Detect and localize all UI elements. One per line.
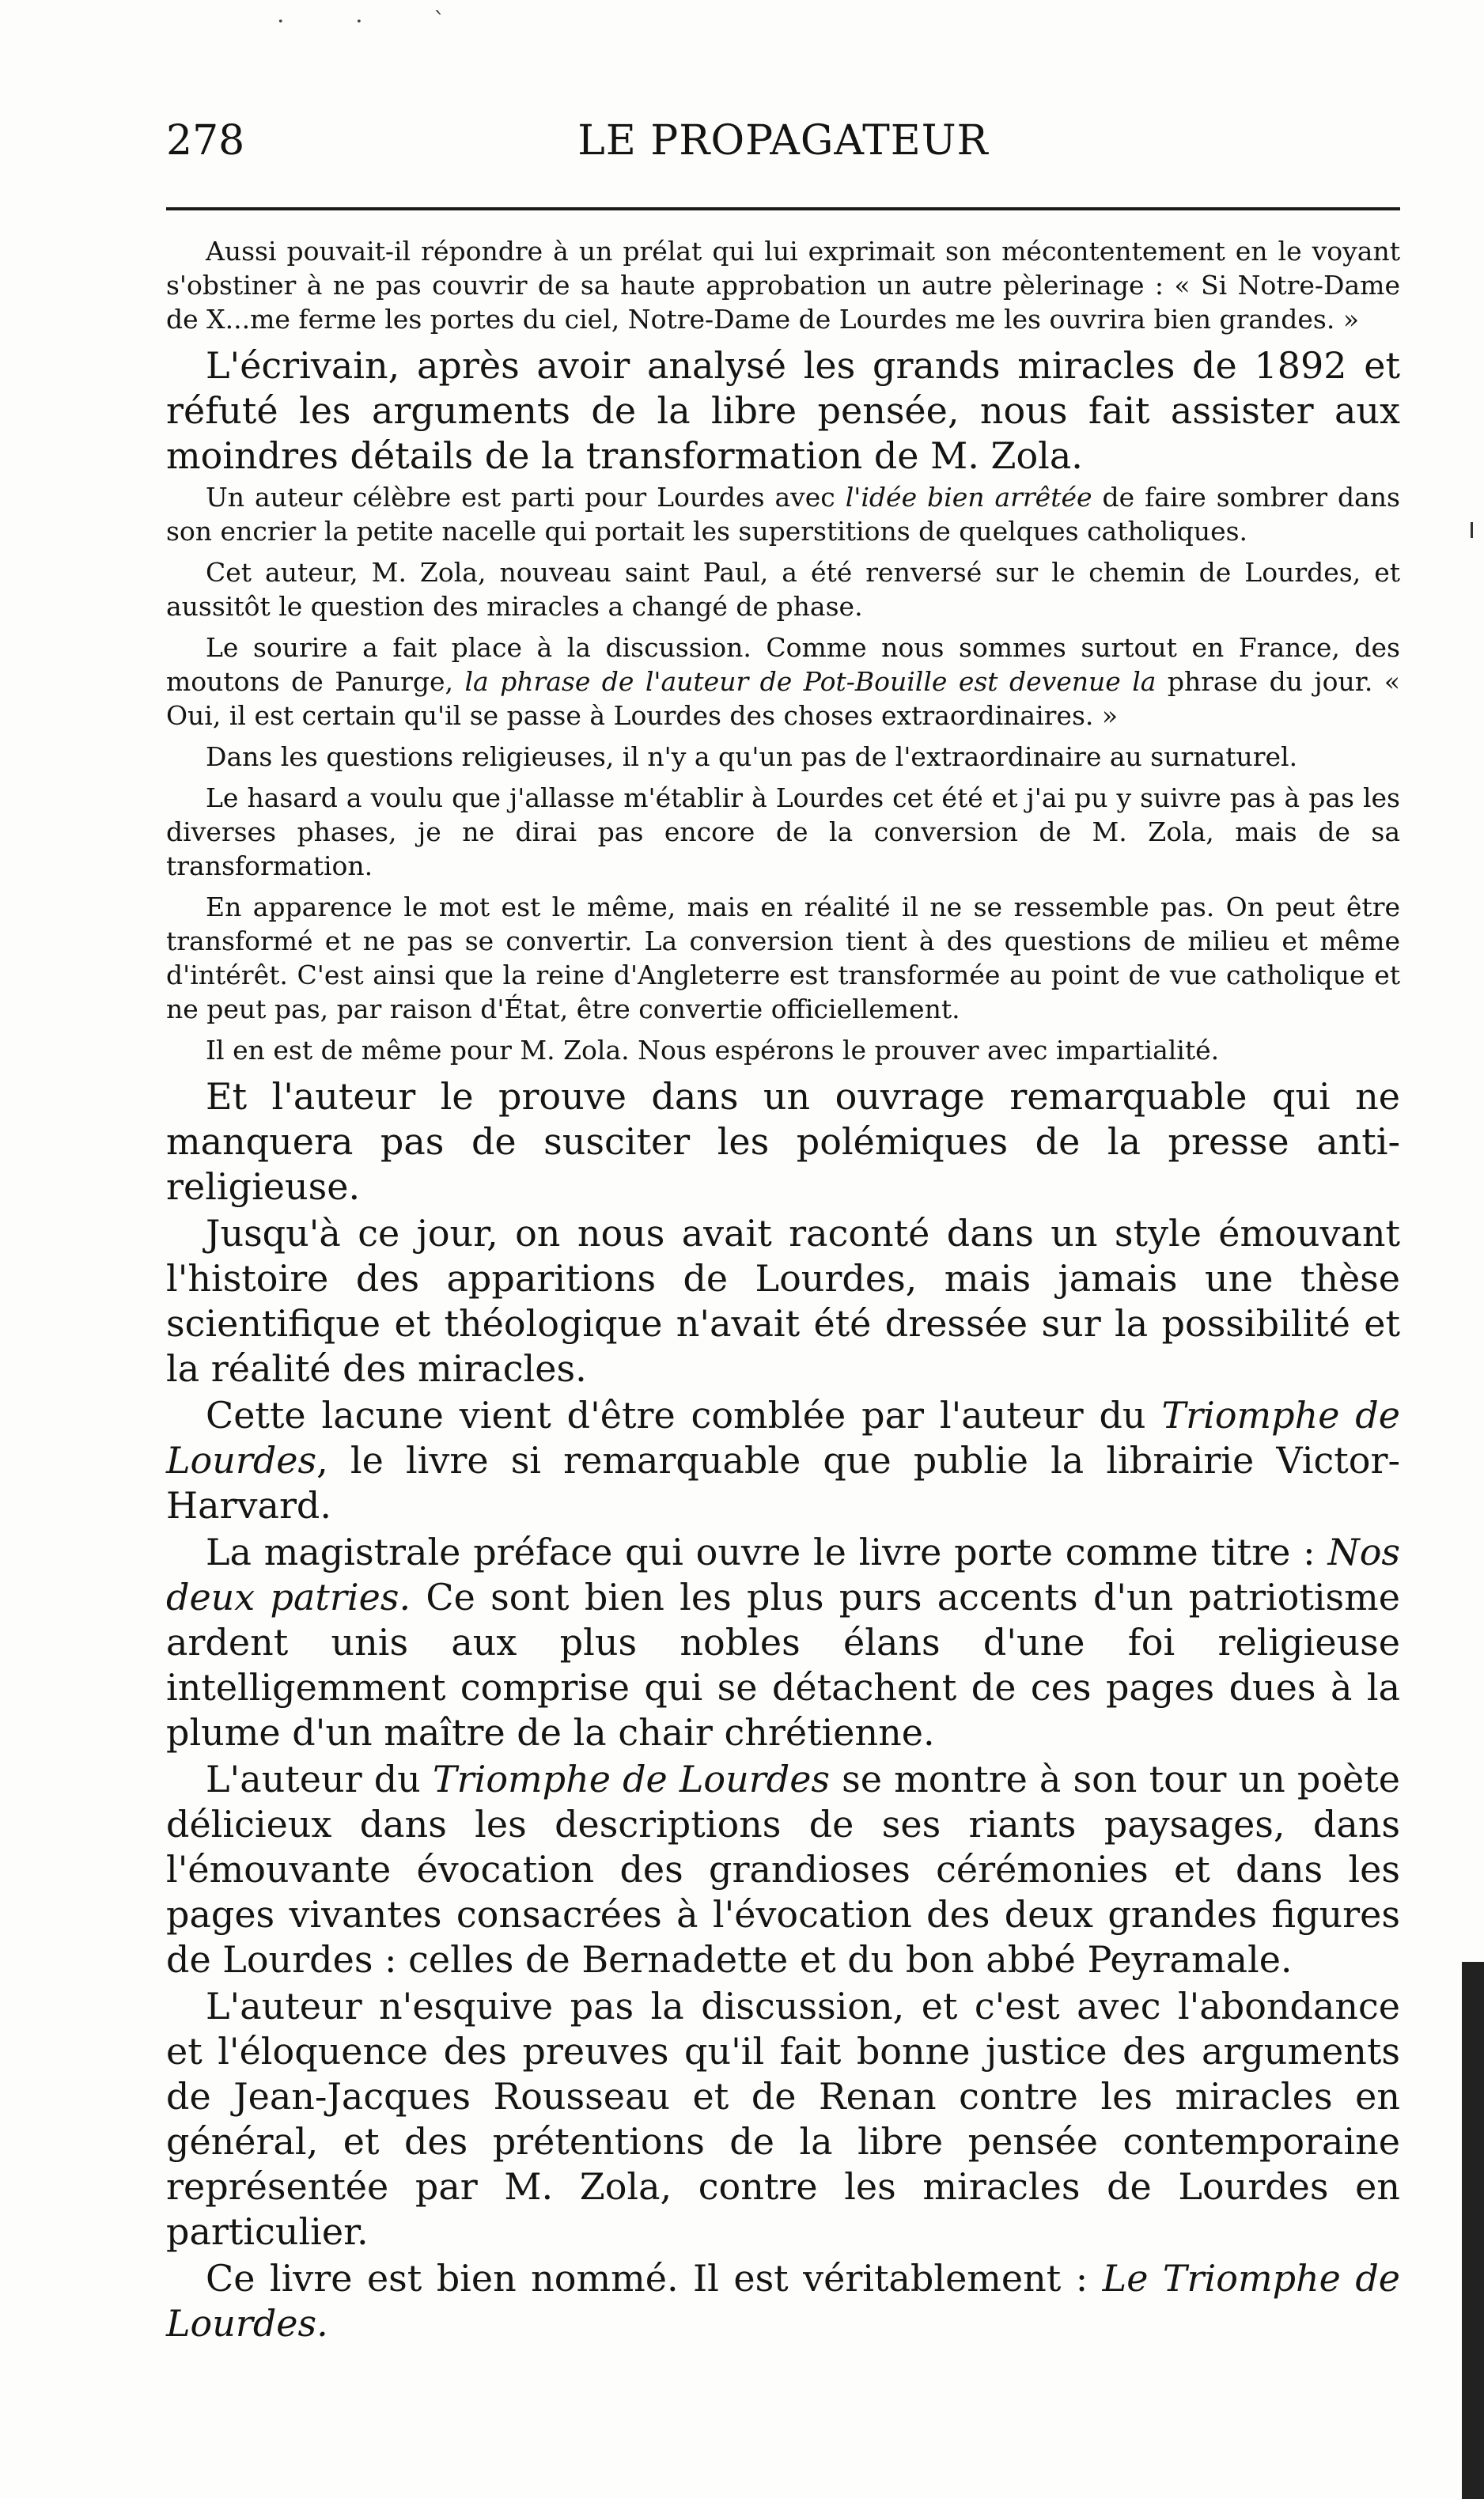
article-body bbox=[166, 234, 1400, 2348]
paragraph: Jusqu'à ce jour, on nous avait raconté dans un style émouvant l'histoire des apparitions de Lourdes, mais jamais une thèse scientifique et théologique n'avait été dressée sur la possibilité et la réalité des miracles. bbox=[166, 1212, 1400, 1390]
text-run: phrase du jour. « Oui, il est certain qu'il se passe à Lourdes des choses extraordinaires. » bbox=[166, 666, 1400, 731]
text-run: La magistrale préface qui ouvre le livre porte comme titre : bbox=[206, 1531, 1328, 1573]
page-header bbox=[166, 117, 1400, 172]
running-title: LE PROPAGATEUR bbox=[577, 117, 989, 165]
paragraph: Le hasard a voulu que j'allasse m'établir à Lourdes cet été et j'ai pu y suivre pas à pas les diverses phases, je ne dirai pas encore de la conversion de M. Zola, mais de sa transformation. bbox=[166, 782, 1400, 881]
print-specks: · · ˋ bbox=[277, 8, 478, 36]
paragraph: Et l'auteur le prouve dans un ouvrage remarquable qui ne manquera pas de susciter les polémiques de la presse anti-religieuse. bbox=[166, 1075, 1400, 1208]
text-run: de faire sombrer dans son encrier la petite nacelle qui portait les superstitions de quelques catholiques. bbox=[166, 482, 1400, 547]
text-run: Un auteur célèbre est parti pour Lourdes avec bbox=[206, 482, 846, 513]
text-run: Le sourire a fait place à la discussion. Comme nous sommes surtout en France, des moutons de Panurge, bbox=[166, 632, 1400, 697]
paragraph bbox=[166, 2256, 1400, 2346]
paragraph: Dans les questions religieuses, il n'y a qu'un pas de l'extraordinaire au surnaturel. bbox=[206, 741, 1298, 772]
text-run: Cette lacune vient d'être comblée par l'auteur du bbox=[206, 1394, 1162, 1437]
text-run: se montre à son tour un poète délicieux dans les descriptions de ses riants paysages, dans l'émouvante évocation des grandioses cérémonies et dans les pages vivantes consacrées à l'évocation des deux grandes figures de Lourdes : celles de Bernadette et du bon abbé Peyramale. bbox=[166, 1758, 1400, 1981]
paragraph: En apparence le mot est le même, mais en réalité il ne se ressemble pas. On peut être transformé et ne pas se convertir. La conversion tient à des questions de milieu et même d'intérêt. C'est ainsi que la reine d'Angleterre est transformée au point de vue catholique et ne peut pas, par raison d'État, être convertie officiellement. bbox=[166, 892, 1400, 1024]
paragraph: Aussi pouvait-il répondre à un prélat qui lui exprimait son mécontentement en le voyant s'obstiner à ne pas couvrir de sa haute approbation un autre pèlerinage : « Si Notre-Dame de X...me ferme les portes du ciel, Notre-Dame de Lourdes me les ouvrira bien grandes. » bbox=[166, 236, 1400, 335]
paragraph bbox=[166, 1530, 1400, 1755]
italic-run: la phrase de l'auteur de Pot-Bouille est devenue la bbox=[464, 666, 1157, 697]
scan-edge-shadow bbox=[1462, 1962, 1484, 2499]
italic-run: Le Triomphe de Lourdes. bbox=[166, 2257, 1400, 2345]
text-run: Ce sont bien les plus purs accents d'un patriotisme ardent unis aux plus nobles élans d'une foi religieuse intelligemment comprise qui se détachent de ces pages dues à la plume d'un maître de la chair chrétienne. bbox=[166, 1576, 1401, 1754]
italic-run: Triomphe de Lourdes bbox=[432, 1758, 831, 1800]
italic-run: l'idée bien arrêtée bbox=[845, 482, 1092, 513]
paragraph bbox=[166, 1757, 1400, 1982]
text-run: Ce livre est bien nommé. Il est véritablement : bbox=[206, 2257, 1103, 2300]
paragraph: Cet auteur, M. Zola, nouveau saint Paul, a été renversé sur le chemin de Lourdes, et aussitôt le question des miracles a changé de phase. bbox=[166, 557, 1400, 622]
text-run: L'auteur du bbox=[206, 1758, 433, 1800]
italic-run: Triomphe de Lourdes bbox=[166, 1394, 1400, 1482]
italic-run: Nos deux patries. bbox=[166, 1531, 1400, 1619]
paragraph bbox=[166, 630, 1400, 733]
header-rule bbox=[166, 207, 1400, 210]
paragraph bbox=[166, 480, 1400, 548]
paragraph: Il en est de même pour M. Zola. Nous espérons le prouver avec impartialité. bbox=[206, 1035, 1220, 1066]
page-number: 278 bbox=[166, 117, 245, 165]
margin-mark bbox=[1471, 522, 1473, 538]
text-run: , le livre si remarquable que publie la librairie Victor-Harvard. bbox=[166, 1439, 1400, 1527]
paragraph: L'écrivain, après avoir analysé les grands miracles de 1892 et réfuté les arguments de la libre pensée, nous fait assister aux moindres détails de la transformation de M. Zola. bbox=[166, 344, 1400, 477]
paragraph bbox=[166, 1393, 1400, 1528]
paragraph: L'auteur n'esquive pas la discussion, et c'est avec l'abondance et l'éloquence des preuves qu'il fait bonne justice des arguments de Jean-Jacques Rousseau et de Renan contre les miracles en général, et des prétentions de la libre pensée contemporaine représentée par M. Zola, contre les miracles de Lourdes en particulier. bbox=[166, 1985, 1400, 2253]
